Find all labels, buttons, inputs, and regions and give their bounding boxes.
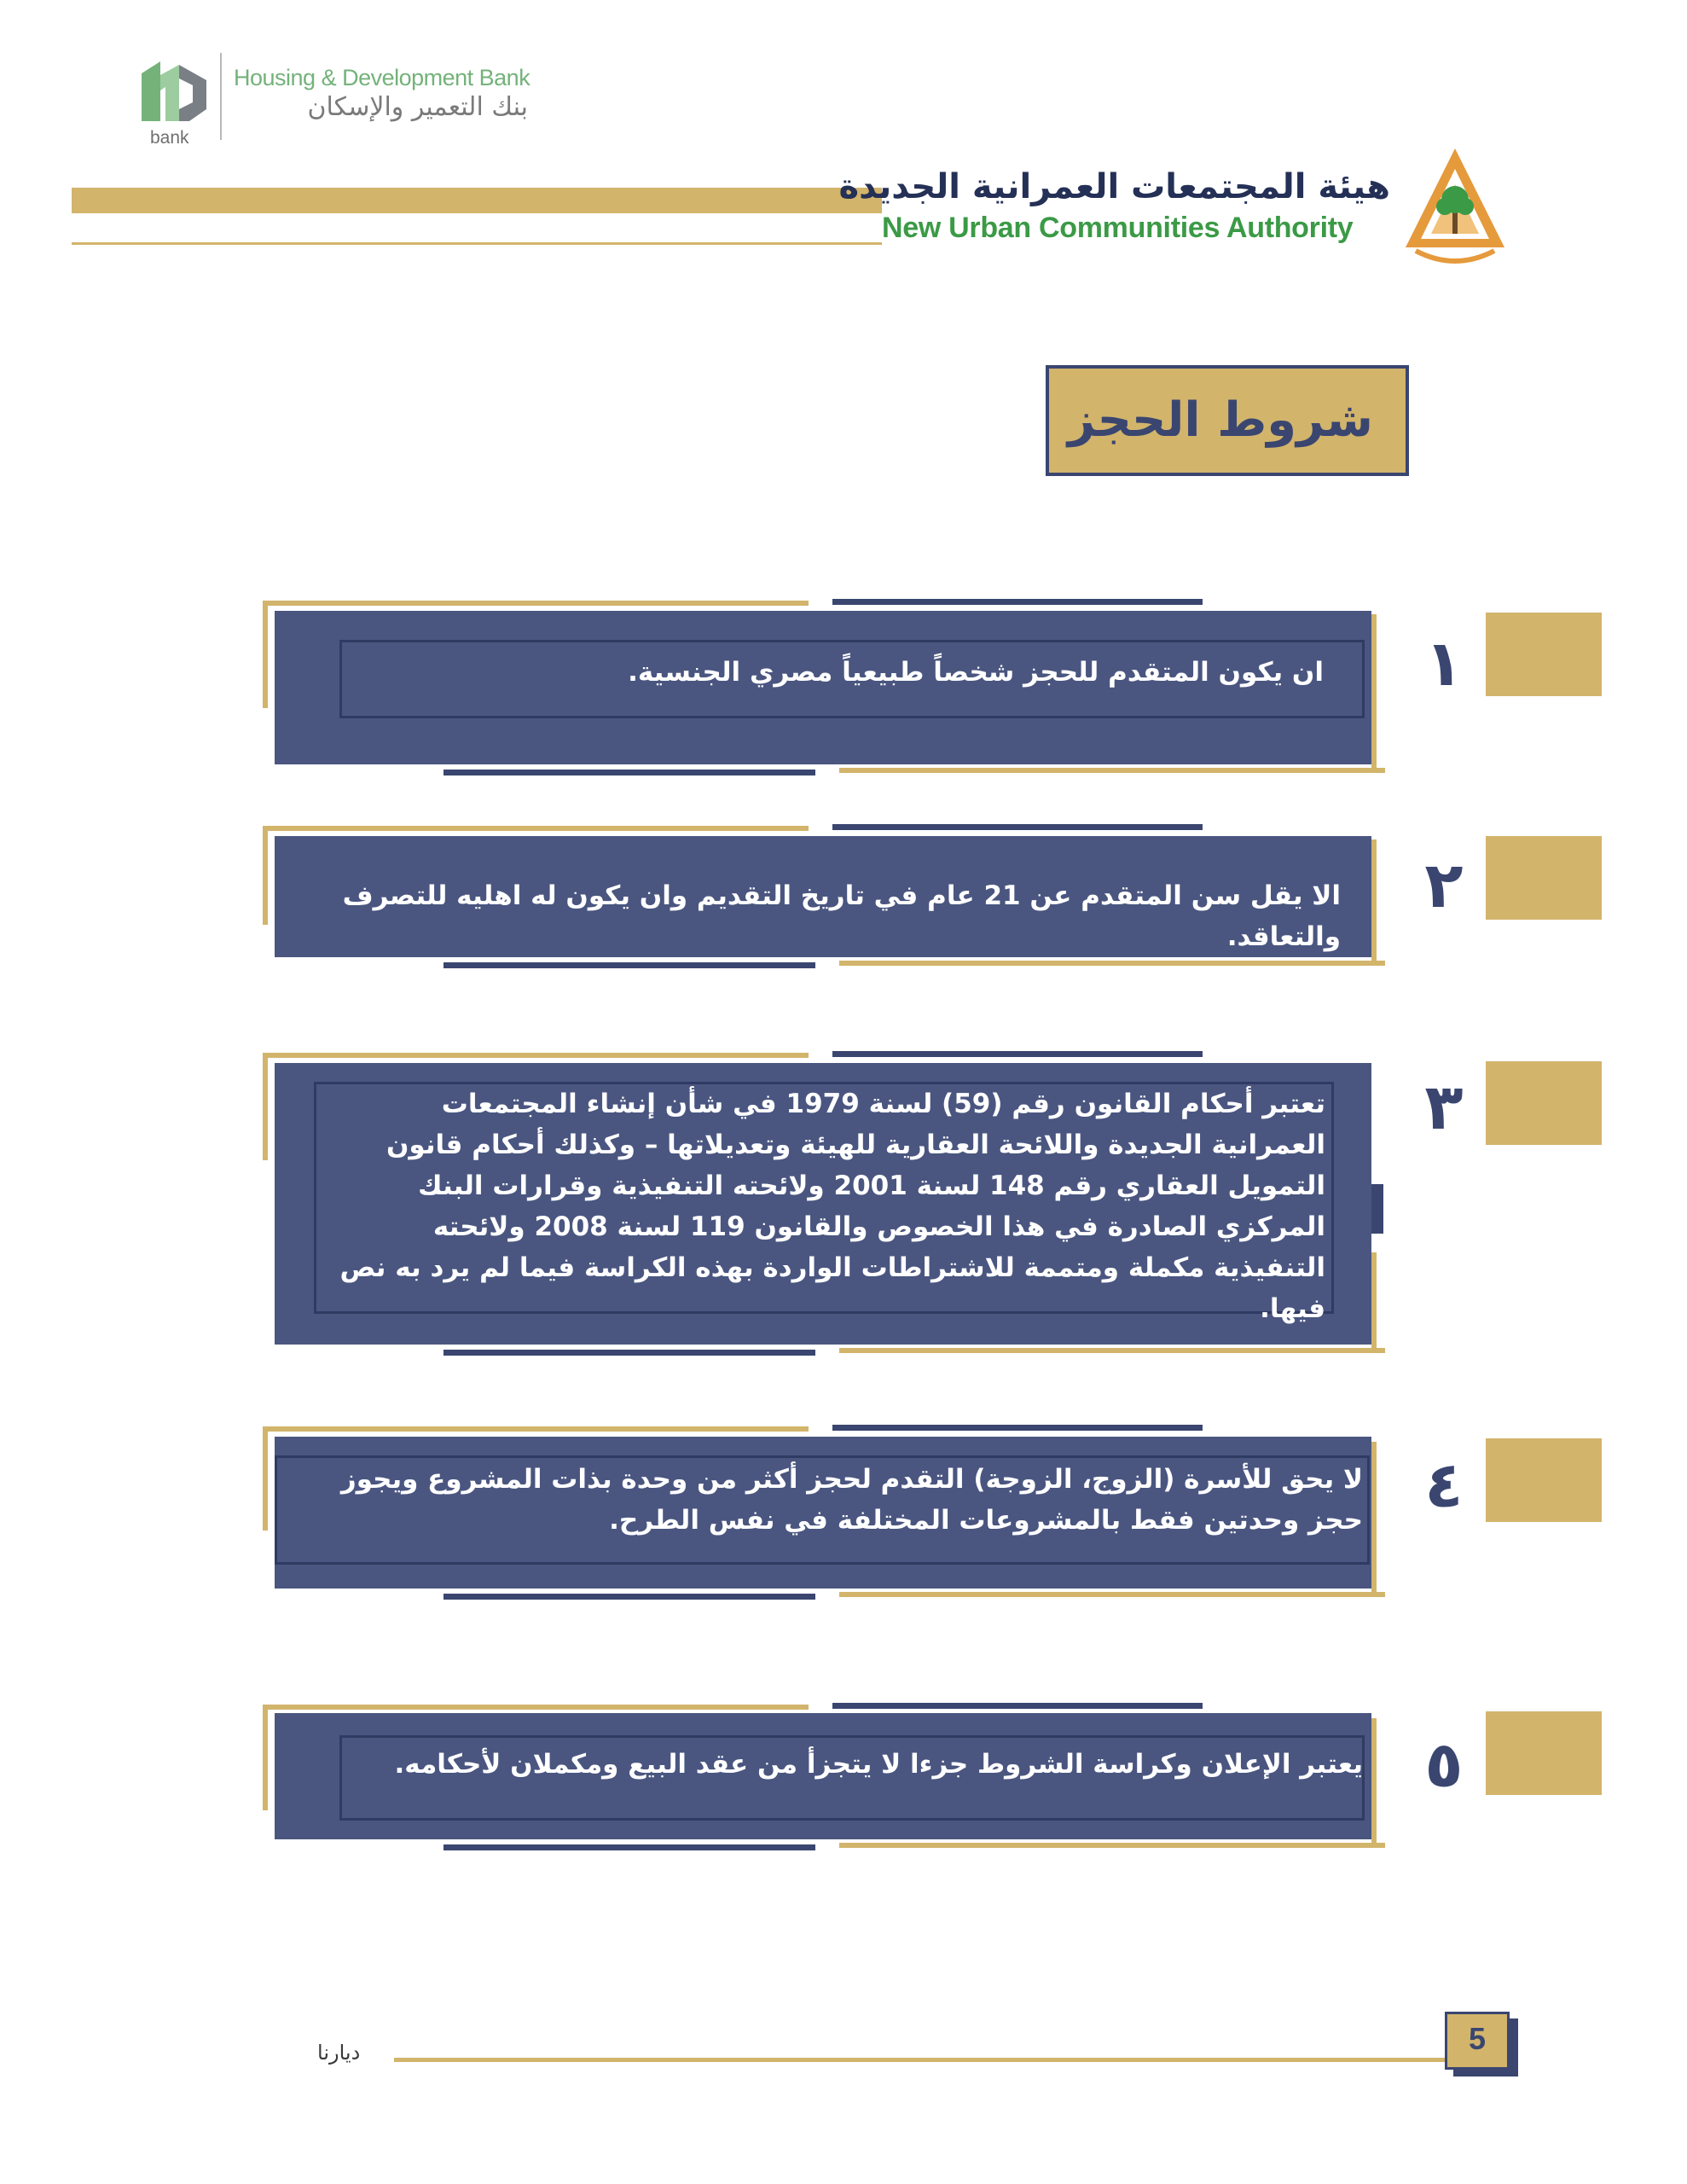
item-gold-square (1486, 1711, 1602, 1795)
condition-number: ٥ (1424, 1728, 1464, 1802)
item-accent-navy-top (832, 1051, 1203, 1057)
item-frame-gold-right (1371, 1718, 1377, 1848)
item-panel (275, 1437, 1371, 1589)
condition-text: الا يقل سن المتقدم عن 21 عام في تاريخ التقديم وان يكون له اهليه للتصرف والتعاقد. (342, 880, 1341, 952)
item-accent-navy-bottom (443, 770, 815, 775)
item-side-tab (1371, 1184, 1383, 1234)
footer-gold-line (394, 2058, 1448, 2062)
item-accent-gold-bottom (839, 768, 1385, 773)
item-accent-gold-bottom (839, 961, 1385, 966)
item-gold-square (1486, 836, 1602, 920)
header-gold-line (72, 242, 882, 245)
condition-number: ٤ (1424, 1449, 1464, 1522)
item-accent-navy-bottom (443, 1350, 815, 1356)
item-panel (275, 611, 1371, 764)
hdb-logo-name-ar: بنك التعمير والإسكان (307, 92, 528, 122)
condition-text: لا يحق للأسرة (الزوج، الزوجة) التقدم لحجز أكثر من وحدة بذات المشروع ويجوز حجز وحدتين فقط بالمشروعات المختلفة في نفس الطرح. (340, 1464, 1363, 1536)
item-frame-gold-right (1371, 1252, 1377, 1353)
item-accent-navy-top (832, 599, 1203, 605)
section-title: شروط الحجز (1067, 392, 1373, 448)
page-number: 5 (1468, 2021, 1487, 2056)
item-accent-gold-bottom (839, 1592, 1385, 1597)
page-number-box (1445, 2012, 1510, 2070)
section-title-box (1046, 365, 1409, 476)
item-accent-navy-top (832, 1703, 1203, 1709)
item-accent-gold-bottom (839, 1348, 1385, 1353)
item-frame-gold-right (1371, 839, 1377, 966)
item-accent-navy-top (832, 824, 1203, 830)
item-accent-navy-top (832, 1425, 1203, 1431)
item-frame-gold-right (1371, 1442, 1377, 1597)
footer-label: ديارنا (317, 2041, 361, 2065)
item-gold-square (1486, 613, 1602, 696)
condition-text: ان يكون المتقدم للحجز شخصاً طبيعياً مصري الجنسية. (628, 657, 1324, 688)
nuca-pyramid-tree-emblem-icon (1399, 143, 1511, 271)
item-frame-gold-right (1371, 614, 1377, 773)
item-accent-navy-bottom (443, 1594, 815, 1600)
hdb-logo-separator (220, 53, 222, 140)
nuca-logo-name-ar: هيئة المجتمعات العمرانية الجديدة (838, 167, 1390, 206)
hdb-logo-sub: bank (150, 128, 189, 148)
item-accent-navy-bottom (443, 962, 815, 968)
condition-number: ٣ (1424, 1071, 1464, 1144)
header-gold-bar (72, 188, 882, 213)
item-panel (275, 836, 1371, 957)
condition-text: تعتبر أحكام القانون رقم (59) لسنة 1979 في شأن إنشاء المجتمعات العمرانية الجديدة واللائحة العقارية للهيئة وتعديلاتها – وكذلك أحكام قانون التمويل العقاري رقم 148 لسنة 2001 ولائحته التنفيذية وقرارات البنك المركزي الصادرة في هذا الخصوص والقانون 119 لسنة 2008 ولائحته التنفيذية مكملة ومتممة للاشتراطات الواردة بهذه الكراسة فيما لم يرد به نص فيها. (339, 1089, 1325, 1324)
item-accent-navy-bottom (443, 1844, 815, 1850)
item-gold-square (1486, 1438, 1602, 1522)
nuca-logo-name-en: New Urban Communities Authority (882, 212, 1354, 244)
item-panel (275, 1713, 1371, 1839)
item-panel (275, 1063, 1371, 1345)
condition-text: يعتبر الإعلان وكراسة الشروط جزءا لا يتجزأ من عقد البيع ومكملان لأحكامه. (394, 1749, 1363, 1780)
hdb-logo-mark (136, 49, 212, 133)
item-accent-gold-bottom (839, 1843, 1385, 1848)
item-gold-square (1486, 1061, 1602, 1145)
condition-number: ٢ (1424, 849, 1464, 922)
condition-number: ١ (1424, 627, 1464, 700)
hdb-logo-name-en: Housing & Development Bank (234, 65, 530, 90)
